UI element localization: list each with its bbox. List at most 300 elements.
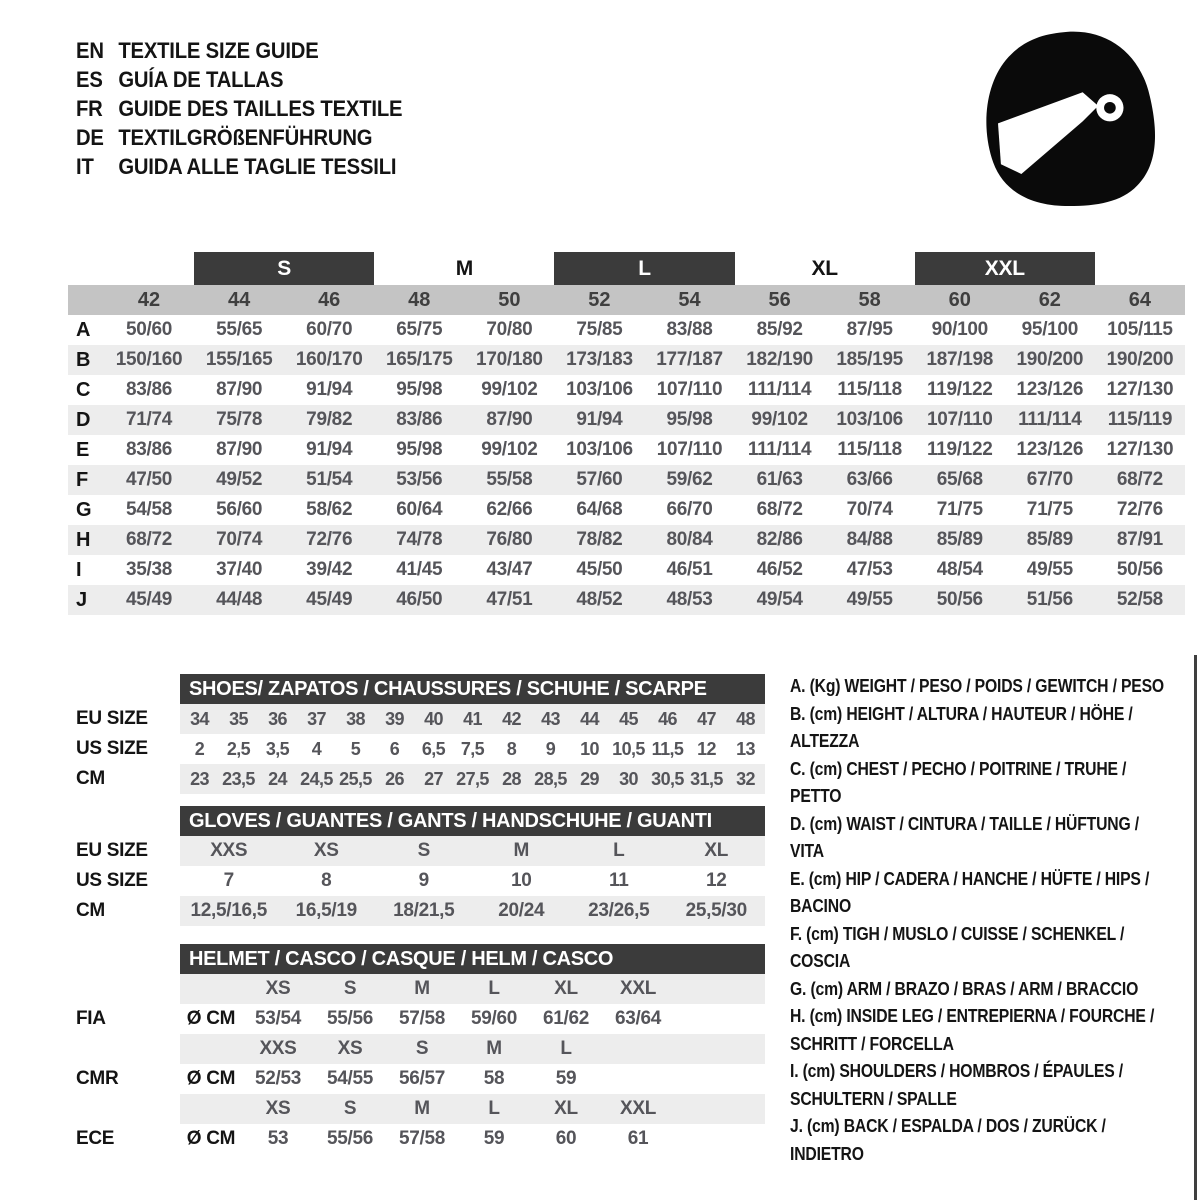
size-value: 127/130 bbox=[1106, 439, 1174, 460]
size-value: 18/21,5 bbox=[393, 900, 455, 921]
size-value: 99/102 bbox=[481, 439, 538, 460]
legend-unit: (cm) bbox=[806, 1115, 844, 1136]
legend-item bbox=[790, 755, 1174, 810]
legend-item bbox=[790, 1002, 1174, 1057]
size-group-s: S bbox=[194, 252, 374, 285]
size-value: 115/118 bbox=[837, 439, 902, 460]
helmet-value: 54/55 bbox=[326, 1068, 374, 1089]
size-value: 30,5 bbox=[651, 768, 684, 789]
row-letter: B bbox=[68, 345, 104, 375]
size-group-xl: XL bbox=[811, 256, 838, 280]
size-value: 11 bbox=[609, 870, 629, 891]
size-value: 50/56 bbox=[915, 585, 1005, 615]
size-value: 82/86 bbox=[735, 525, 825, 555]
row-letter: H bbox=[68, 525, 104, 555]
cm-label: CM bbox=[76, 900, 105, 921]
legend-key: H. bbox=[790, 1005, 810, 1026]
numeric-size: 50 bbox=[464, 285, 554, 315]
language-row bbox=[76, 65, 402, 94]
helmet-value: 55/56 bbox=[326, 1008, 374, 1029]
size-value: 70/74 bbox=[194, 525, 284, 555]
size-value: 62/66 bbox=[486, 499, 533, 520]
size-value: 9 bbox=[418, 870, 429, 891]
size-value: 85/92 bbox=[756, 319, 803, 340]
size-value: 39 bbox=[385, 708, 404, 729]
size-value: 61/63 bbox=[735, 465, 825, 495]
cm-label: CM bbox=[76, 768, 105, 789]
size-value: 45/50 bbox=[576, 559, 623, 580]
size-value: 72/76 bbox=[1116, 499, 1163, 520]
language-code: DE bbox=[76, 125, 104, 150]
size-value: 103/106 bbox=[566, 439, 633, 460]
size-value: 10,5 bbox=[612, 738, 645, 759]
row-letter: A bbox=[76, 318, 91, 341]
size-value: 57/60 bbox=[554, 465, 644, 495]
values-row bbox=[180, 1004, 765, 1034]
legend-text: BACK / ESPALDA / DOS / ZURÜCK / INDIETRO bbox=[790, 1115, 1106, 1164]
size-value: 87/90 bbox=[216, 439, 263, 460]
language-row bbox=[76, 36, 402, 65]
size-value: 49/55 bbox=[825, 585, 915, 615]
size-value: 83/86 bbox=[126, 439, 173, 460]
helmet-size: XS bbox=[337, 1038, 363, 1059]
size-value: 59/62 bbox=[644, 465, 734, 495]
size-value: 10 bbox=[580, 738, 599, 759]
helmet-size: XXL bbox=[619, 1098, 657, 1119]
legend-unit: (cm) bbox=[802, 1060, 840, 1081]
helmet-size: S bbox=[343, 1098, 357, 1119]
measure-row-h bbox=[68, 525, 1185, 555]
helmet-size: L bbox=[488, 1098, 500, 1119]
size-value: 23,5 bbox=[222, 768, 255, 789]
legend-item bbox=[790, 865, 1174, 920]
size-value: 47/50 bbox=[104, 465, 194, 495]
size-value: 38 bbox=[346, 708, 365, 729]
legend-key: A. bbox=[790, 675, 810, 696]
size-value: 47/51 bbox=[464, 585, 554, 615]
legend-unit: (cm) bbox=[809, 757, 847, 779]
size-value: 46 bbox=[658, 708, 677, 729]
size-value: 190/200 bbox=[1095, 345, 1185, 375]
diameter-unit: Ø CM bbox=[186, 1068, 236, 1089]
numeric-size: 48 bbox=[374, 285, 464, 315]
size-value: 119/122 bbox=[926, 439, 993, 460]
numeric-size: 60 bbox=[915, 285, 1005, 315]
size-value: 24 bbox=[268, 768, 287, 789]
values-row bbox=[180, 764, 765, 794]
size-value: 123/126 bbox=[1016, 439, 1084, 460]
size-value: 78/82 bbox=[554, 525, 644, 555]
size-value: 91/94 bbox=[554, 405, 644, 435]
helmet-value: 58 bbox=[483, 1068, 505, 1089]
size-value: 103/106 bbox=[566, 379, 633, 400]
size-value: 185/195 bbox=[825, 345, 915, 375]
size-group-xxl: XXL bbox=[915, 252, 1095, 285]
legend-item bbox=[790, 1057, 1174, 1112]
right-edge-line bbox=[1194, 655, 1197, 1200]
size-value: 12 bbox=[705, 870, 727, 891]
legend-key: G. bbox=[790, 977, 811, 999]
size-value: 87/90 bbox=[464, 405, 554, 435]
size-value: 48/52 bbox=[554, 585, 644, 615]
language-title-list bbox=[76, 36, 402, 181]
sizes-row bbox=[180, 974, 765, 1004]
numeric-size: 64 bbox=[1095, 285, 1185, 315]
helmet-value: 52/53 bbox=[254, 1068, 302, 1089]
size-value: 23/26,5 bbox=[588, 900, 650, 921]
size-value: 52/58 bbox=[1095, 585, 1185, 615]
size-value: 66/70 bbox=[666, 499, 713, 520]
size-value: 71/74 bbox=[104, 405, 194, 435]
size-value: 44 bbox=[580, 708, 599, 729]
size-value: 35/38 bbox=[126, 559, 173, 580]
size-group-l: L bbox=[554, 252, 734, 285]
helmet-value: 59 bbox=[483, 1128, 505, 1149]
size-value: 24,5 bbox=[300, 768, 333, 789]
size-value: 46/52 bbox=[756, 559, 803, 580]
size-value: 47 bbox=[697, 708, 716, 729]
numeric-size: 44 bbox=[194, 285, 284, 315]
size-value: 43/47 bbox=[486, 559, 533, 580]
numeric-size: 42 bbox=[104, 285, 194, 315]
helmet-value: 59/60 bbox=[470, 1008, 518, 1029]
values-row bbox=[180, 896, 765, 926]
size-value: 50/60 bbox=[126, 319, 173, 340]
size-value: 80/84 bbox=[644, 525, 734, 555]
size-value: 41 bbox=[463, 708, 482, 729]
size-value: 45/49 bbox=[284, 585, 374, 615]
empty-label bbox=[68, 974, 180, 1004]
fia-label: FIA bbox=[76, 1008, 106, 1029]
size-value: 165/175 bbox=[374, 345, 464, 375]
legend-text: INSIDE LEG / ENTREPIERNA / FOURCHE / SCHRITT / FORCELLA bbox=[790, 1005, 1155, 1054]
size-value: 70/74 bbox=[846, 499, 893, 520]
ece-label: ECE bbox=[76, 1128, 115, 1149]
size-value: XXS bbox=[210, 840, 248, 861]
measure-row-c bbox=[68, 375, 1185, 405]
legend-unit: (cm) bbox=[809, 812, 847, 834]
size-value: 47/53 bbox=[846, 559, 893, 580]
language-code: EN bbox=[76, 38, 104, 63]
size-value: 187/198 bbox=[915, 345, 1005, 375]
size-value: L bbox=[613, 840, 625, 861]
measure-row-f bbox=[68, 465, 1185, 495]
size-value: 79/82 bbox=[284, 405, 374, 435]
measure-row-j bbox=[68, 585, 1185, 615]
size-value: 4 bbox=[311, 738, 322, 759]
letter-col-band bbox=[68, 285, 104, 315]
diameter-unit: Ø CM bbox=[186, 1008, 236, 1029]
size-value: 42 bbox=[502, 708, 521, 729]
values-row bbox=[180, 1124, 765, 1154]
size-value: 48 bbox=[736, 708, 755, 729]
language-code: ES bbox=[76, 67, 103, 92]
helmet-size: M bbox=[486, 1038, 502, 1059]
size-value: 3,5 bbox=[265, 738, 290, 759]
size-value: 35 bbox=[229, 708, 248, 729]
numeric-size: 52 bbox=[554, 285, 644, 315]
legend-unit: (Kg) bbox=[809, 675, 845, 696]
helmet-size: S bbox=[415, 1038, 429, 1059]
us-size-label: US SIZE bbox=[76, 738, 148, 759]
size-group-row bbox=[68, 252, 1185, 285]
row-letter: C bbox=[76, 378, 91, 401]
size-value: 173/183 bbox=[554, 345, 644, 375]
size-value: 103/106 bbox=[825, 405, 915, 435]
size-value: 28,5 bbox=[534, 768, 567, 789]
language-code: FR bbox=[76, 96, 103, 121]
size-group-spacer bbox=[1095, 252, 1185, 285]
legend-unit: (cm) bbox=[808, 867, 846, 889]
legend-item bbox=[790, 920, 1174, 975]
size-value: 54/58 bbox=[126, 499, 173, 520]
cmr-label: CMR bbox=[76, 1068, 119, 1089]
size-value: 105/115 bbox=[1107, 319, 1173, 340]
legend-key: C. bbox=[790, 757, 810, 779]
size-value: 13 bbox=[736, 738, 755, 759]
size-value: 68/72 bbox=[1095, 465, 1185, 495]
helmet-table-title: HELMET / CASCO / CASQUE / HELM / CASCO bbox=[180, 944, 765, 974]
size-value: 182/190 bbox=[735, 345, 825, 375]
helmet-value: 56/57 bbox=[398, 1068, 446, 1089]
size-value: 7 bbox=[223, 870, 234, 891]
size-value: 76/80 bbox=[464, 525, 554, 555]
values-row bbox=[180, 836, 765, 866]
size-value: 87/95 bbox=[846, 319, 893, 340]
numeric-size: 56 bbox=[735, 285, 825, 315]
helmet-size: L bbox=[560, 1038, 572, 1059]
sizes-row bbox=[180, 1034, 765, 1064]
size-value: 95/98 bbox=[396, 379, 443, 400]
helmet-value: 61 bbox=[627, 1128, 649, 1149]
shoes-table-title: SHOES/ ZAPATOS / CHAUSSURES / SCHUHE / SCARPE bbox=[180, 674, 765, 704]
size-value: 8 bbox=[506, 738, 517, 759]
size-value: 55/65 bbox=[216, 319, 263, 340]
legend-unit: (cm) bbox=[809, 1005, 847, 1026]
size-value: 95/98 bbox=[644, 405, 734, 435]
size-value: 37/40 bbox=[216, 559, 263, 580]
size-value: 46/50 bbox=[374, 585, 464, 615]
helmet-size: M bbox=[414, 1098, 430, 1119]
guide-title: TEXTILE SIZE GUIDE bbox=[118, 38, 319, 63]
legend-key: F. bbox=[790, 922, 807, 944]
size-value: 29 bbox=[580, 768, 599, 789]
legend-key: E. bbox=[790, 867, 809, 889]
legend-text: WEIGHT / PESO / POIDS / GEWITCH / PESO bbox=[844, 675, 1164, 696]
helmet-value: 57/58 bbox=[398, 1128, 446, 1149]
size-value: 65/75 bbox=[396, 319, 443, 340]
size-value: 58/62 bbox=[306, 499, 353, 520]
size-value: 150/160 bbox=[104, 345, 194, 375]
size-value: 5 bbox=[350, 738, 361, 759]
legend-key: J. bbox=[790, 1115, 807, 1136]
size-value: 60/70 bbox=[306, 319, 353, 340]
language-row bbox=[76, 123, 402, 152]
size-value: 9 bbox=[545, 738, 556, 759]
numeric-size: 46 bbox=[284, 285, 374, 315]
size-value: 91/94 bbox=[306, 439, 353, 460]
row-letter: I bbox=[76, 558, 82, 581]
helmet-size: M bbox=[414, 978, 430, 999]
size-value: 49/54 bbox=[735, 585, 825, 615]
size-value: 75/78 bbox=[194, 405, 284, 435]
size-value: XL bbox=[704, 840, 729, 861]
size-value: 68/72 bbox=[756, 499, 803, 520]
guide-title: GUIDA ALLE TAGLIE TESSILI bbox=[118, 154, 397, 179]
size-value: 72/76 bbox=[284, 525, 374, 555]
size-value: 8 bbox=[321, 870, 332, 891]
legend-text: ARM / BRAZO / BRAS / ARM / BRACCIO bbox=[846, 977, 1139, 999]
legend-unit: (cm) bbox=[806, 922, 843, 944]
size-value: 32 bbox=[736, 768, 755, 789]
size-value: 48/54 bbox=[936, 559, 983, 580]
size-value: 71/75 bbox=[936, 499, 983, 520]
size-value: 25,5 bbox=[339, 768, 372, 789]
helmet-value: 55/56 bbox=[326, 1128, 374, 1149]
size-value: 31,5 bbox=[690, 768, 723, 789]
measure-row-e bbox=[68, 435, 1185, 465]
size-value: 155/165 bbox=[194, 345, 284, 375]
helmet-value: 53 bbox=[267, 1128, 289, 1149]
helmet-size: XXS bbox=[259, 1038, 297, 1059]
legend-text: WAIST / CINTURA / TAILLE / HÜFTUNG / VITA bbox=[790, 812, 1139, 861]
helmet-size: XS bbox=[265, 978, 291, 999]
size-value: 25,5/30 bbox=[685, 900, 747, 921]
row-letter: D bbox=[68, 405, 104, 435]
helmet-size: XL bbox=[554, 978, 578, 999]
helmet-value: 63/64 bbox=[614, 1008, 662, 1029]
language-row bbox=[76, 152, 402, 181]
legend-item bbox=[790, 975, 1174, 1003]
eu-size-label: EU SIZE bbox=[76, 840, 148, 861]
size-value: 28 bbox=[502, 768, 521, 789]
size-value: M bbox=[513, 840, 530, 861]
size-value: 67/70 bbox=[1005, 465, 1095, 495]
size-value: 95/100 bbox=[1021, 319, 1078, 340]
size-value: 37 bbox=[307, 708, 326, 729]
size-value: 99/102 bbox=[735, 405, 825, 435]
size-value: XS bbox=[313, 840, 339, 861]
size-value: 99/102 bbox=[481, 379, 538, 400]
language-row bbox=[76, 94, 402, 123]
helmet-size: L bbox=[488, 978, 500, 999]
size-value: 48/53 bbox=[644, 585, 734, 615]
sizes-row bbox=[180, 1094, 765, 1124]
size-value: 107/110 bbox=[656, 379, 723, 400]
size-value: 50/56 bbox=[1116, 559, 1163, 580]
size-value: 83/86 bbox=[374, 405, 464, 435]
size-value: 55/58 bbox=[464, 465, 554, 495]
size-value: 127/130 bbox=[1106, 379, 1174, 400]
language-code: IT bbox=[76, 154, 94, 179]
size-value: 160/170 bbox=[284, 345, 374, 375]
row-letter: G bbox=[76, 498, 92, 521]
size-value: 30 bbox=[619, 768, 638, 789]
guide-title: GUÍA DE TALLAS bbox=[118, 67, 284, 92]
size-value: 41/45 bbox=[396, 559, 443, 580]
size-value: 60/64 bbox=[396, 499, 443, 520]
size-value: 39/42 bbox=[306, 559, 353, 580]
size-value: 51/56 bbox=[1005, 585, 1095, 615]
measure-row-g bbox=[68, 495, 1185, 525]
legend-key: D. bbox=[790, 812, 810, 834]
row-letter: J bbox=[68, 585, 104, 615]
guide-title: GUIDE DES TAILLES TEXTILE bbox=[118, 96, 403, 121]
size-value: 23 bbox=[190, 768, 209, 789]
helmet-icon bbox=[972, 28, 1168, 208]
size-value: 190/200 bbox=[1005, 345, 1095, 375]
size-value: 95/98 bbox=[396, 439, 443, 460]
size-value: 20/24 bbox=[498, 900, 545, 921]
size-value: 87/91 bbox=[1095, 525, 1185, 555]
size-group-m: M bbox=[455, 256, 473, 280]
letter-col-spacer bbox=[68, 252, 104, 285]
size-value: 107/110 bbox=[915, 405, 1005, 435]
size-value: 85/89 bbox=[915, 525, 1005, 555]
size-value: 111/114 bbox=[1005, 405, 1095, 435]
size-value: 7,5 bbox=[460, 738, 485, 759]
gloves-table-title: GLOVES / GUANTES / GANTS / HANDSCHUHE / GUANTI bbox=[180, 806, 765, 836]
helmet-value: 53/54 bbox=[254, 1008, 302, 1029]
legend-item bbox=[790, 672, 1174, 700]
legend-text: CHEST / PECHO / POITRINE / TRUHE / PETTO bbox=[790, 757, 1127, 806]
textile-size-table bbox=[68, 252, 1185, 615]
size-value: 43 bbox=[541, 708, 560, 729]
legend-text: TIGH / MUSLO / CUISSE / SCHENKEL / COSCIA bbox=[790, 922, 1125, 971]
size-value: 75/85 bbox=[576, 319, 623, 340]
measurement-legend bbox=[790, 672, 1174, 1167]
legend-key: I. bbox=[790, 1060, 803, 1081]
size-value: 115/119 bbox=[1095, 405, 1185, 435]
size-value: 68/72 bbox=[104, 525, 194, 555]
size-value: 56/60 bbox=[216, 499, 263, 520]
size-value: 6,5 bbox=[421, 738, 446, 759]
values-row bbox=[180, 734, 765, 764]
numeric-size: 62 bbox=[1005, 285, 1095, 315]
size-value: 83/88 bbox=[666, 319, 713, 340]
legend-text: SHOULDERS / HOMBROS / ÉPAULES / SCHULTERN / SPALLE bbox=[790, 1060, 1123, 1109]
size-value: 40 bbox=[424, 708, 443, 729]
size-value: 27 bbox=[424, 768, 443, 789]
values-row bbox=[180, 704, 765, 734]
diameter-unit: Ø CM bbox=[186, 1128, 236, 1149]
size-value: 34 bbox=[190, 708, 209, 729]
helmet-size: XXL bbox=[619, 978, 657, 999]
legend-unit: (cm) bbox=[810, 977, 847, 999]
size-value: 10 bbox=[510, 870, 532, 891]
size-value: 74/78 bbox=[374, 525, 464, 555]
size-value: 45/49 bbox=[104, 585, 194, 615]
size-value: 71/75 bbox=[1026, 499, 1073, 520]
size-value: 115/118 bbox=[837, 379, 902, 400]
us-size-label: US SIZE bbox=[76, 870, 148, 891]
size-value: 12 bbox=[697, 738, 716, 759]
eu-size-label: EU SIZE bbox=[76, 708, 148, 729]
legend-key: B. bbox=[790, 702, 810, 724]
legend-text: HEIGHT / ALTURA / HAUTEUR / HÖHE / ALTEZZA bbox=[790, 702, 1133, 751]
size-value: 36 bbox=[268, 708, 287, 729]
helmet-value: 59 bbox=[555, 1068, 577, 1089]
empty-label bbox=[68, 1094, 180, 1124]
size-value: 2 bbox=[194, 738, 205, 759]
measure-row-b bbox=[68, 345, 1185, 375]
legend-unit: (cm) bbox=[809, 702, 847, 724]
size-value: 84/88 bbox=[825, 525, 915, 555]
size-value: 63/66 bbox=[825, 465, 915, 495]
size-value: 123/126 bbox=[1016, 379, 1084, 400]
size-value: 11,5 bbox=[651, 738, 684, 759]
size-value: 111/114 bbox=[747, 439, 812, 460]
